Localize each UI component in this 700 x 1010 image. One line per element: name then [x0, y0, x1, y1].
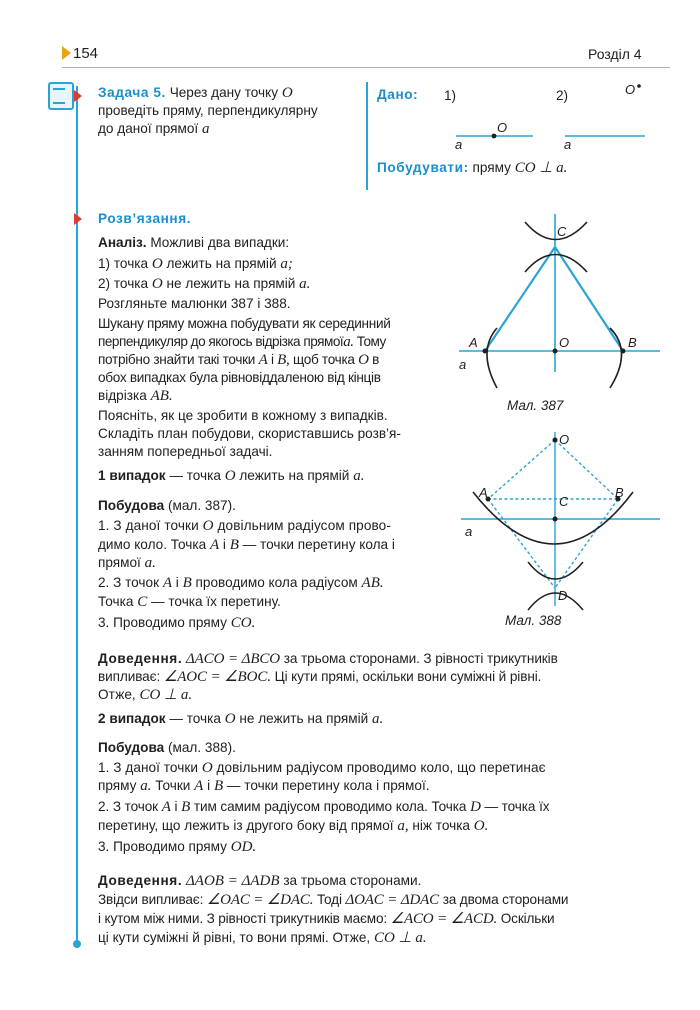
page-number: 154 — [73, 45, 99, 62]
build-2-step-2: 2. З точок A і B тим самим радіусом проводимо кола. Точка D — точка їх — [98, 799, 550, 815]
task-line-3 — [98, 120, 209, 138]
given-label: Дано: — [377, 87, 419, 102]
section-title: Розділ 4 — [588, 46, 642, 62]
task-line: a — [201, 121, 210, 137]
build-1-step-2: 2. З точок A і B проводимо кола радіусом AB. — [98, 575, 384, 591]
header-rule — [62, 67, 670, 68]
fig387-label-a: A — [469, 335, 478, 350]
build-1-step-3: 3. Проводимо пряму CO. — [98, 615, 256, 631]
paragraph-2-line-1: Шукану пряму можна побудувати як серединний — [98, 316, 391, 331]
fig388-point-c — [553, 517, 558, 522]
proof-2-line-3: і кутом між ними. З рівності трикутників маємо: ∠ACO = ∠ACD. Оскільки — [98, 911, 555, 927]
task-text: до даної прямої — [98, 121, 199, 136]
paragraph-2-line-4: обох випадках була рівновіддаленою від кінців — [98, 370, 381, 385]
given-figure — [440, 80, 660, 150]
fig388-segment-oa — [488, 440, 555, 499]
proof-2-line-2: Звідси випливає: ∠OAC = ∠DAC. Тоді ΔOAC = ΔDAC за двома сторонами — [98, 892, 569, 908]
solution-arrow-icon — [74, 213, 82, 225]
fig387-label-line-a: a — [459, 357, 467, 372]
paragraph-2-line-5: відрізка AB. — [98, 388, 173, 404]
paragraph-3-line-2: Складіть план побудови, скориставшись розв’я- — [98, 426, 401, 441]
proof-1-line-2: випливає: ∠AOC = ∠BOC. Ці кути прямі, оскільки вони суміжні й рівні. — [98, 669, 542, 685]
fig387-point-b — [621, 349, 626, 354]
given-a1-label: a — [455, 137, 463, 150]
case-1-heading: 1 випадок — точка O лежить на прямій a. — [98, 468, 365, 484]
proof-2-line-4: ці кути суміжні й рівні, то вони прямі. Отже, CO ⊥ a. — [98, 930, 427, 946]
figure-387 — [455, 212, 665, 417]
task-icon-lines — [53, 88, 65, 104]
given-case-1: 1) — [444, 88, 457, 103]
build-1-heading: Побудова (мал. 387). — [98, 498, 236, 513]
proof-2-line-1: Доведення. ΔAOB = ΔADB за трьома сторонами. — [98, 873, 422, 889]
case-2-heading: 2 випадок — точка O не лежить на прямій a. — [98, 711, 384, 727]
paragraph-2-line-2: перпендикуляр до якогось відрізка прямоїa. Тому — [98, 334, 386, 350]
given-o2-label: O — [625, 82, 636, 97]
figure-388 — [455, 428, 665, 633]
build-2-heading: Побудова (мал. 388). — [98, 740, 236, 755]
fig387-arc-top-2 — [525, 255, 587, 273]
build-2-step-1: 1. З даної точки O довільним радіусом проводимо коло, що перетинає — [98, 760, 546, 776]
page-marker-arrow — [62, 46, 71, 60]
given-case-2: 2) — [556, 88, 569, 103]
margin-rule-end-dot — [73, 940, 81, 948]
build-1-step-1-cont: димо коло. Точка A і B — точки перетину кола і — [98, 537, 395, 553]
paragraph-3-line-1: Поясніть, як це зробити в кожному з випадків. — [98, 408, 388, 423]
task-title: Задача 5. — [98, 85, 166, 100]
fig387-arc-right — [610, 328, 622, 388]
case-1-line: 1) точка O лежить на прямій a; — [98, 256, 293, 272]
fig388-label-c: C — [559, 494, 569, 509]
given-divider — [366, 82, 368, 190]
fig387-arc-top-1 — [525, 222, 587, 240]
given-point-2 — [637, 84, 641, 88]
task-line-1 — [98, 84, 293, 102]
build-2-step-2-cont: перетину, що лежить із другого боку від прямої a, ніж точка O. — [98, 818, 489, 834]
paragraph-1: Розгляньте малюнки 387 і 388. — [98, 296, 291, 311]
fig388-caption: Мал. 388 — [505, 613, 562, 628]
build-label: Побудувати: — [377, 160, 469, 175]
given-o1-label: O — [497, 120, 508, 135]
case-2-line: 2) точка O не лежить на прямій a. — [98, 276, 311, 292]
build-2-step-1-cont: пряму a. Точки A і B — точки перетину кола і прямої. — [98, 778, 430, 794]
fig387-label-c: C — [557, 224, 567, 239]
fig387-segment-ca — [485, 247, 555, 351]
build-1-step-1-end: прямої a. — [98, 555, 156, 571]
paragraph-3-line-3: занням попередньої задачі. — [98, 444, 273, 459]
fig387-caption: Мал. 387 — [507, 398, 564, 413]
fig387-label-b: B — [628, 335, 637, 350]
analysis-label: Аналіз. — [98, 235, 147, 250]
proof-1-line-1: Доведення. ΔACO = ΔBCO за трьома сторонами. З рівності трикутників — [98, 651, 558, 667]
fig388-label-line-a: a — [465, 524, 473, 539]
build-goal — [377, 159, 567, 177]
solution-title: Розв’язання. — [98, 211, 192, 226]
fig388-label-a: A — [479, 485, 488, 500]
task-text: Через дану точку — [169, 85, 279, 100]
task-arrow-icon — [74, 90, 82, 102]
paragraph-2-line-3: потрібно знайти такі точки A і B, щоб точка O в — [98, 352, 380, 368]
fig387-point-a — [483, 349, 488, 354]
analysis-text: Можливі два випадки: — [150, 235, 290, 250]
build-formula: CO ⊥ a. — [514, 160, 568, 176]
given-point-1 — [492, 134, 497, 139]
proof-1-line-3: Отже, CO ⊥ a. — [98, 687, 193, 703]
fig387-label-o: O — [559, 335, 570, 350]
given-a2-label: a — [564, 137, 572, 150]
build-2-step-3: 3. Проводимо пряму OD. — [98, 839, 257, 855]
analysis-line — [98, 234, 289, 252]
fig388-label-o: O — [559, 432, 570, 447]
fig387-point-o — [553, 349, 558, 354]
build-1-step-2-cont: Точка C — точка їх перетину. — [98, 594, 281, 610]
task-line-2: проведіть пряму, перпендикулярну — [98, 103, 318, 118]
fig388-point-o — [553, 438, 558, 443]
build-1-step-1: 1. З даної точки O довільним радіусом прово- — [98, 518, 391, 534]
fig388-label-b: B — [615, 485, 624, 500]
build-text: пряму — [472, 160, 511, 175]
fig388-segment-ob — [555, 440, 618, 499]
task-point: O — [281, 85, 293, 101]
fig388-label-d: D — [558, 588, 568, 603]
